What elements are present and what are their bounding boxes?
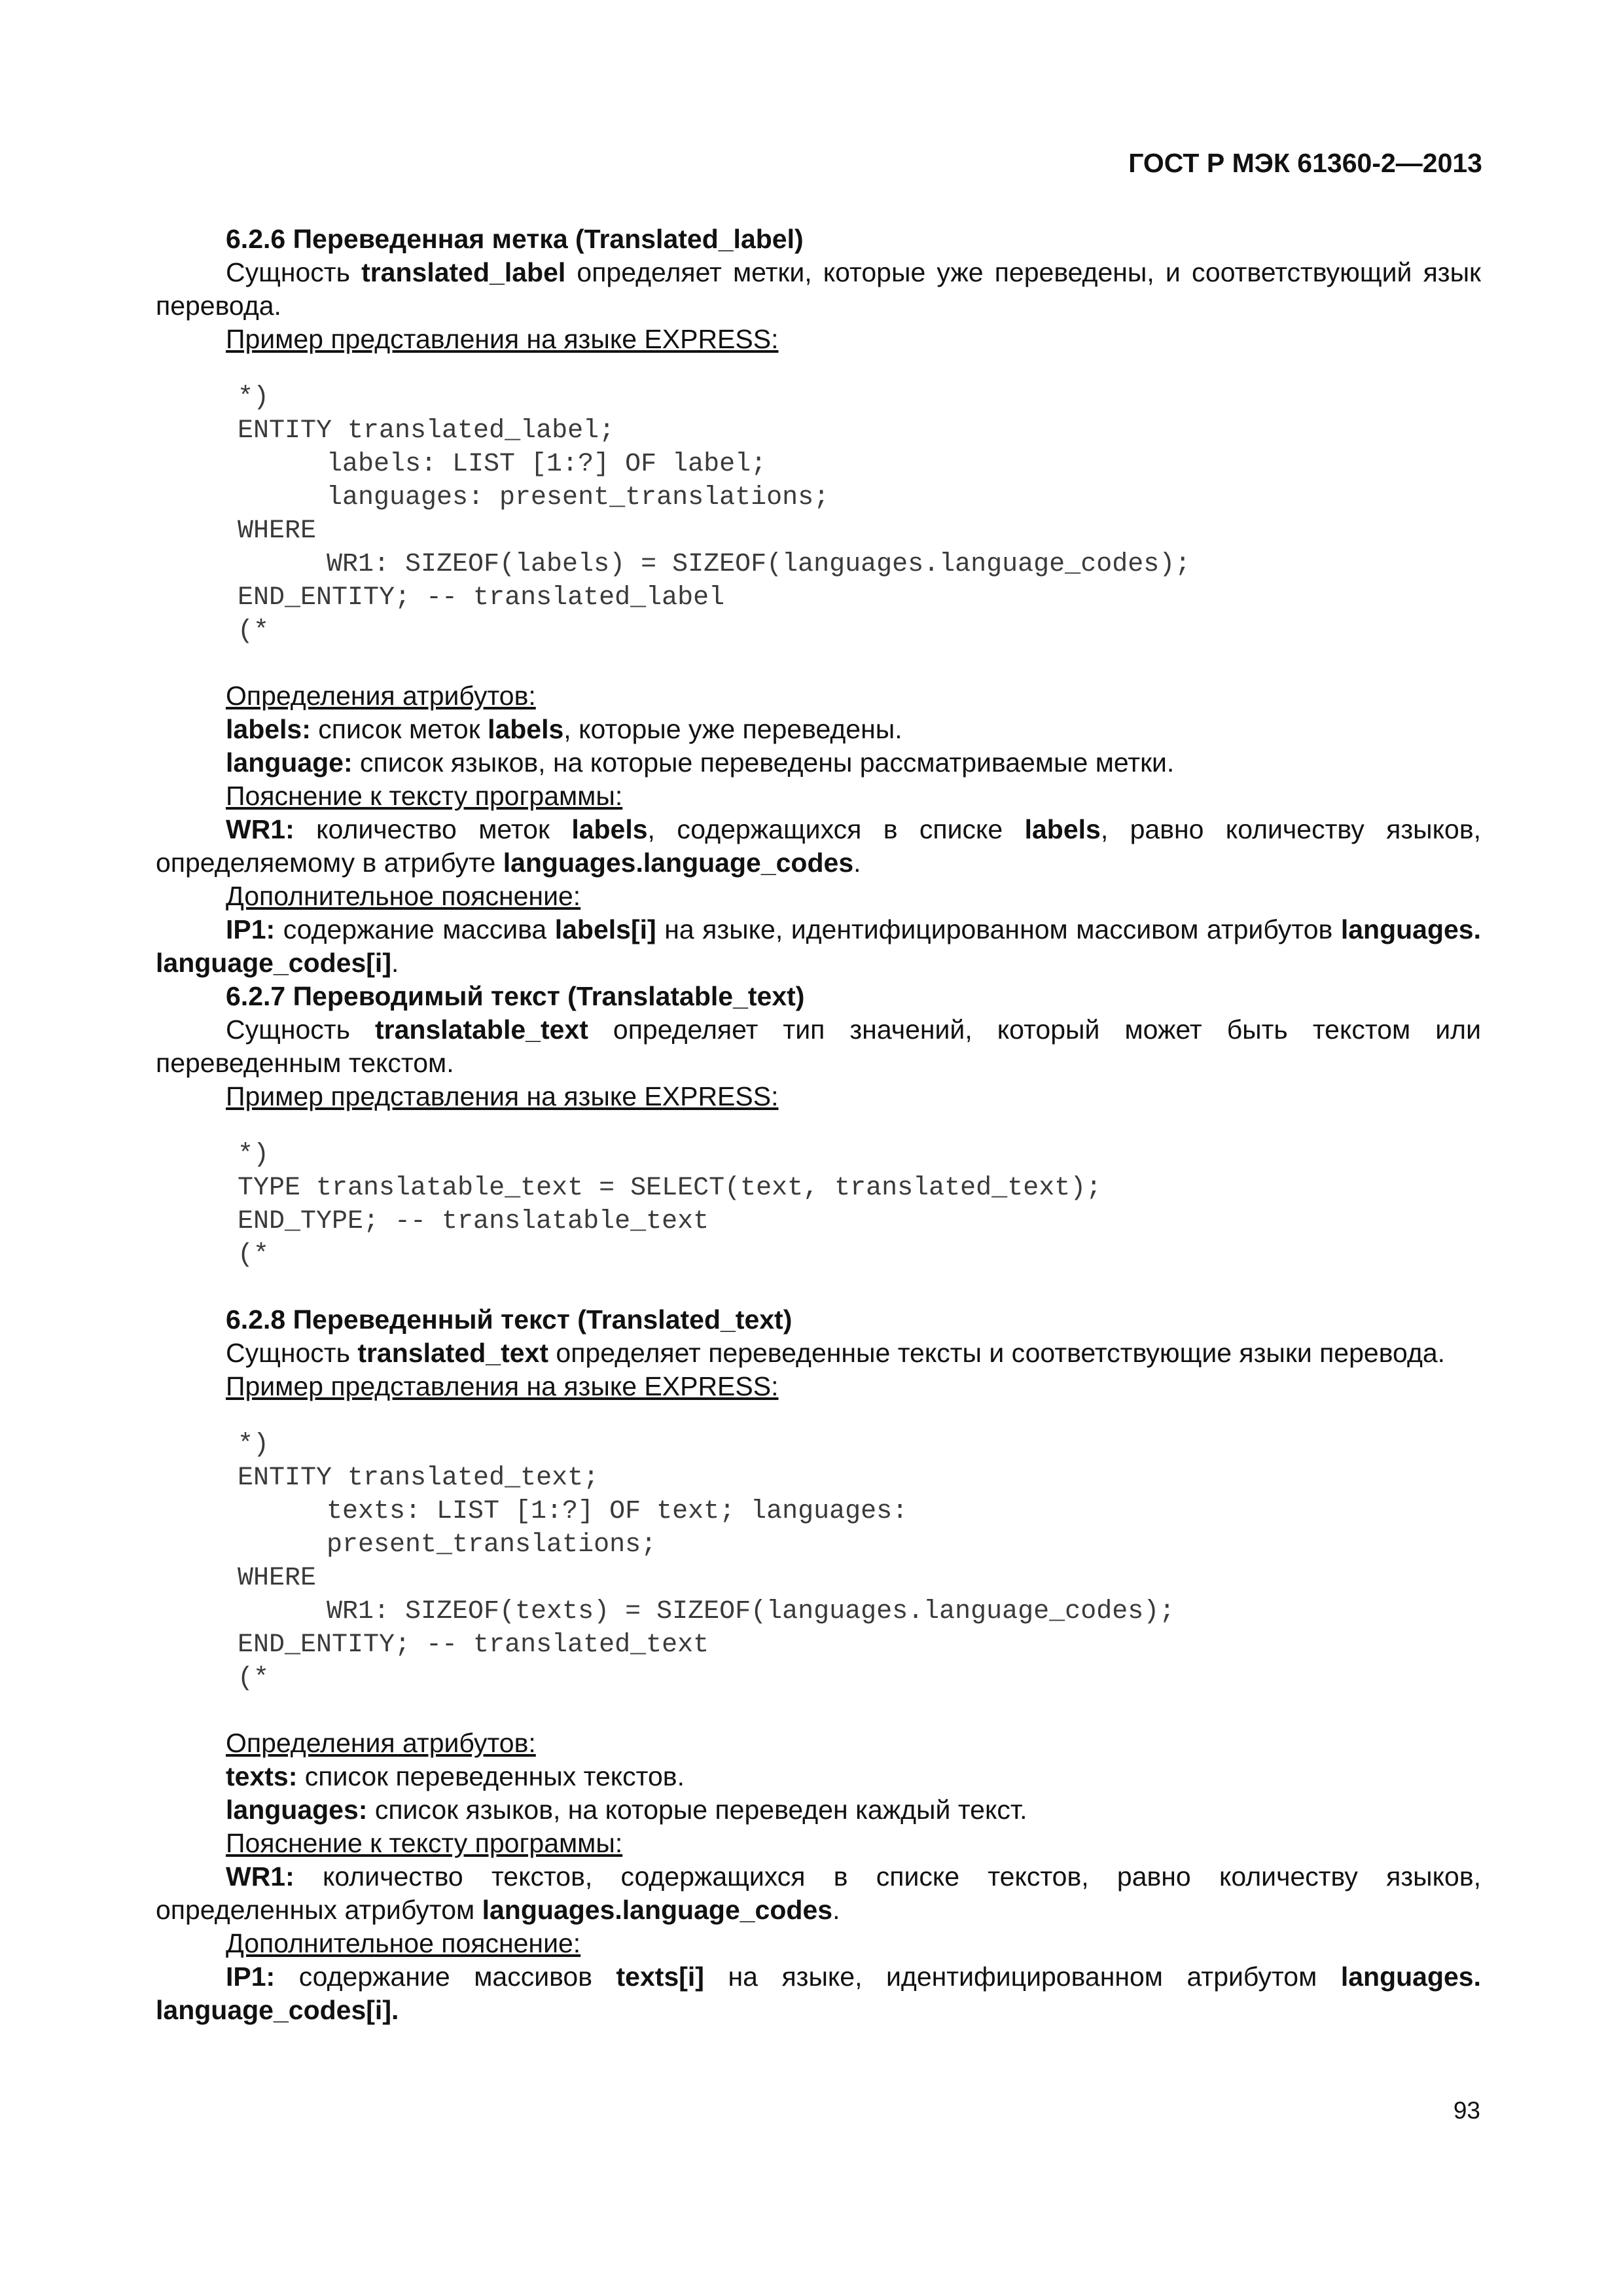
page-number: 93 [1453,2097,1480,2124]
section-intro: Сущность translated_label определяет метки, которые уже переведены, и соответствующий язык перевода. [156,257,1481,321]
additional-explanation-label: Дополнительное пояснение: [226,1928,581,1958]
page-content [156,223,1481,2027]
program-explanation-label: Пояснение к тексту программы: [226,781,623,811]
section-intro: Сущность translatable_text определяет тип значений, который может быть текстом или переведенным текстом. [156,1014,1481,1078]
express-code-block: *) TYPE translatable_text = SELECT(text, translated_text); END_TYPE; -- translatable_text (* [238,1140,1102,1270]
section-heading-6-2-7: 6.2.7 Переводимый текст (Translatable_text) [226,981,805,1011]
section-heading-6-2-6: 6.2.6 Переведенная метка (Translated_label) [226,224,804,254]
example-label: Пример представления на языке EXPRESS: [226,1081,779,1111]
program-explanation-label: Пояснение к тексту программы: [226,1828,623,1858]
rule-explanation: WR1: количество меток labels, содержащихся в списке labels, равно количеству языков, определяемому в атрибуте languages.language_codes. [156,814,1481,878]
section-heading-6-2-8: 6.2.8 Переведенный текст (Translated_text) [226,1304,793,1335]
section-intro: Сущность translated_text определяет переведенные тексты и соответствующие языки перевода. [226,1338,1446,1368]
attribute-definitions-label: Определения атрибутов: [226,1728,536,1758]
standard-designation: ГОСТ Р МЭК 61360-2—2013 [1128,148,1482,178]
attribute-definition: language: список языков, на которые переведены рассматриваемые метки. [226,747,1175,778]
informal-proposition: IP1: содержание массивов texts[i] на языке, идентифицированном атрибутом languages. language_codes[i]. [156,1962,1481,2025]
attribute-definition: labels: список меток labels, которые уже переведены. [226,714,902,744]
additional-explanation-label: Дополнительное пояснение: [226,881,581,911]
express-code-block: *) ENTITY translated_text; texts: LIST [1:?] OF text; languages: present_translations; WHERE WR1: SIZEOF(texts) = SIZEOF(languages.language_codes); END_ENTITY; -- translated_text (* [238,1430,1175,1693]
express-code-block: *) ENTITY translated_label; labels: LIST [1:?] OF label; languages: present_translations; WHERE WR1: SIZEOF(labels) = SIZEOF(languages.language_codes); END_ENTITY; -- translated_label (* [238,383,1191,646]
example-label: Пример представления на языке EXPRESS: [226,1371,779,1401]
rule-explanation: WR1: количество текстов, содержащихся в списке текстов, равно количеству языков, определенных атрибутом languages.language_codes. [156,1861,1481,1925]
attribute-definitions-label: Определения атрибутов: [226,681,536,711]
example-label: Пример представления на языке EXPRESS: [226,324,779,354]
informal-proposition: IP1: содержание массива labels[i] на языке, идентифицированном массивом атрибутов languages. language_codes[i]. [156,914,1481,978]
attribute-definition: languages: список языков, на которые переведен каждый текст. [226,1795,1027,1825]
attribute-definition: texts: список переведенных текстов. [226,1761,685,1791]
